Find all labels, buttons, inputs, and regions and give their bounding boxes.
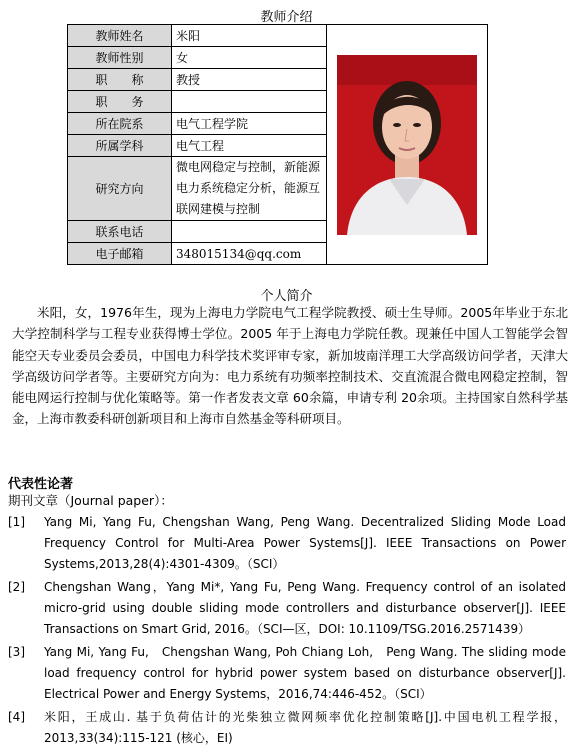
portrait-photo (337, 55, 477, 235)
reference-number: [1] (8, 515, 25, 529)
reference-text: Chengshan Wang，Yang Mi*, Yang Fu, Peng Wang. Frequency control of an isolated micro-grid using double sliding mode controllers and disturbance observer[J]. IEEE Transactions on Smart Grid, 2016。（SCI—区，DOI: 10.1109/TSG.2016.2571439） (44, 580, 566, 636)
email-label: 电子邮箱 (68, 243, 172, 265)
page-title: 教师介绍 (260, 10, 313, 25)
reference-text: 米阳，王成山. 基于负荷估计的光柴独立微网频率优化控制策略[J].中国电机工程学报，2013,33(34):115-121 (核心，EI) (44, 710, 566, 745)
discipline-label: 所属学科 (68, 135, 172, 157)
name-value: 米阳 (172, 25, 327, 47)
profile-table (67, 24, 488, 265)
email-value[interactable]: 348015134@qq.com (172, 243, 327, 265)
title-label: 职 称 (68, 69, 172, 91)
bio-title: 个人简介 (260, 289, 313, 304)
research-value: 微电网稳定与控制，新能源电力系统稳定分析，能源互联网建模与控制 (172, 157, 327, 221)
reference-item (8, 512, 566, 575)
department-label: 所在院系 (68, 113, 172, 135)
reference-item (8, 707, 566, 749)
reference-number: [3] (8, 645, 25, 659)
publications-heading: 代表性论著 (8, 477, 74, 492)
reference-number: [2] (8, 580, 25, 594)
title-value: 教授 (172, 69, 327, 91)
position-value (172, 91, 327, 113)
gender-label: 教师性别 (68, 47, 172, 69)
department-value: 电气工程学院 (172, 113, 327, 135)
reference-number: [4] (8, 710, 25, 724)
reference-text: Yang Mi, Yang Fu, Chengshan Wang, Peng Wang. Decentralized Sliding Mode Load Frequency Control for Multi-Area Power Systems[J]. IEEE Transactions on Power Systems,2013,28(4):4301-4309。（SCI） (44, 515, 566, 571)
bio-text: 米阳，女，1976年生，现为上海电力学院电气工程学院教授、硕士生导师。2005年毕业于东北大学控制科学与工程专业获得博士学位。2005 年于上海电力学院任教。现兼任中国人工智能学会智能空天专业委员会委员，中国电力科学技术奖评审专家，新加坡南洋理工大学高级访问学者，天津大学高级访问学者等。主要研究方向为：电力系统有功频率控制技术、交直流混合微电网稳定控制，智能电网运行控制与优化策略等。第一作者发表文章 60余篇，申请专利 20余项。主持国家自然科学基金，上海市教委科研创新项目和上海市自然基金等科研项目。 (12, 305, 568, 427)
portrait-photo-icon (337, 55, 477, 235)
reference-list (8, 512, 566, 751)
photo-cell (327, 25, 488, 265)
reference-text: Yang Mi, Yang Fu, Chengshan Wang, Poh Chiang Loh, Peng Wang. The sliding mode load frequency control for hybrid power system based on disturbance observer[J]. Electrical Power and Energy Systems，2016,74:446-452。（SCI） (44, 645, 566, 701)
phone-label: 联系电话 (68, 221, 172, 243)
name-label: 教师姓名 (68, 25, 172, 47)
position-label: 职 务 (68, 91, 172, 113)
research-label: 研究方向 (68, 157, 172, 221)
profile-row-name (68, 25, 488, 47)
reference-item (8, 642, 566, 705)
reference-item (8, 577, 566, 640)
discipline-value: 电气工程 (172, 135, 327, 157)
phone-value (172, 221, 327, 243)
gender-value: 女 (172, 47, 327, 69)
publications-subheading: 期刊文章（Journal paper）： (8, 493, 173, 508)
